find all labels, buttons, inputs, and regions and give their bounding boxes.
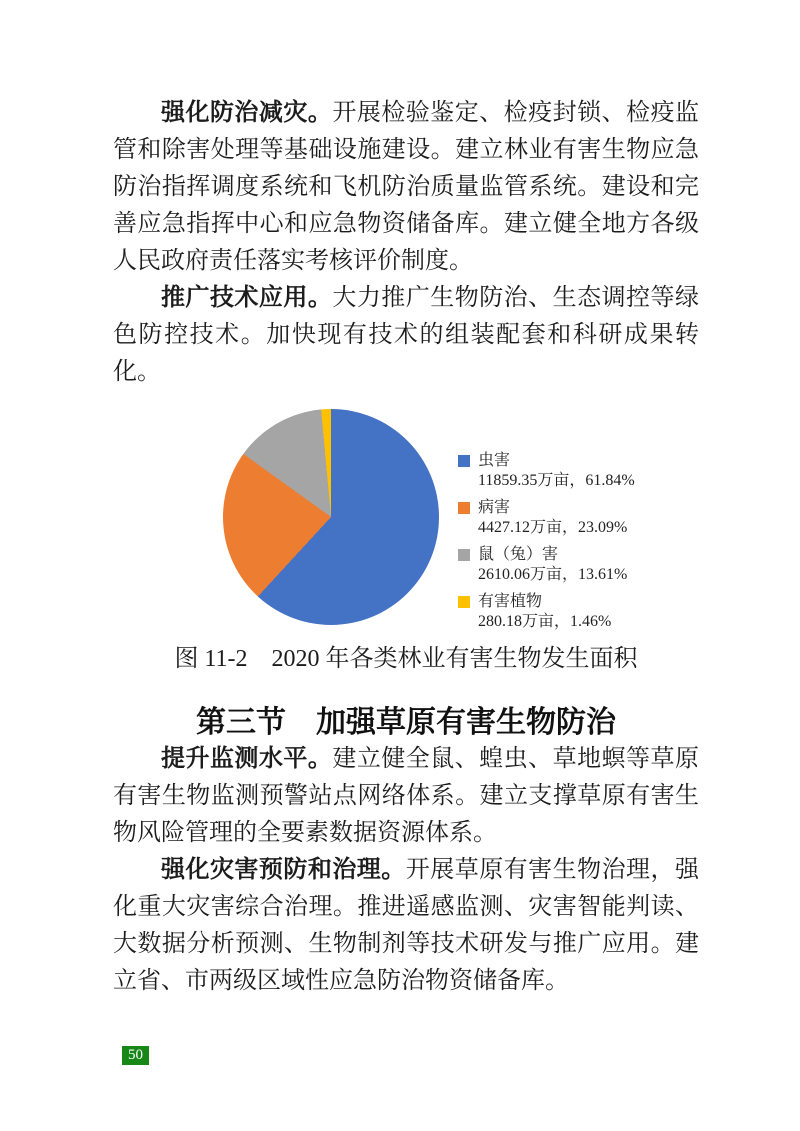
legend-text [478, 498, 627, 538]
paragraph [113, 852, 699, 1000]
paragraph-text: 开展检验鉴定、检疫封锁、检疫监管和除害处理等基础设施建设。建立林业有害生物应急防治指挥调度系统和飞机防治质量监管系统。建设和完善应急指挥中心和应急物资储备库。建立健全地方各级人民政府责任落实考核评价制度。 [113, 100, 700, 274]
legend-label: 病害 [478, 499, 511, 516]
paragraph-lead: 强化防治减灾。 [161, 100, 333, 126]
section-heading: 第三节 加强草原有害生物防治 [196, 706, 616, 739]
legend-label: 虫害 [478, 452, 511, 469]
paragraph-text: 大力推广生物防治、生态调控等绿色防控技术。加快现有技术的组装配套和科研成果转化。 [113, 285, 700, 385]
legend-label: 有害植物 [478, 593, 543, 610]
paragraph [113, 280, 699, 391]
legend-swatch-disease [458, 502, 470, 514]
legend-value: 11859.35万亩，61.84% [478, 472, 635, 489]
legend-value: 4427.12万亩，23.09% [478, 519, 628, 536]
figure-caption: 图 11-2 2020 年各类林业有害生物发生面积 [174, 646, 638, 672]
legend-entry [458, 592, 635, 632]
legend-swatch-harmful-plants [458, 596, 470, 608]
page-number-badge: 50 [122, 1046, 149, 1065]
legend-entry [458, 451, 635, 491]
paragraph-text: 建立健全鼠、蝗虫、草地螟等草原有害生物监测预警站点网络体系。建立支撑草原有害生物风险管理的全要素数据资源体系。 [113, 746, 700, 846]
paragraph [113, 95, 699, 280]
legend-label: 鼠（兔）害 [478, 546, 559, 563]
legend-value: 280.18万亩，1.46% [478, 613, 612, 630]
legend-swatch-insects [458, 455, 470, 467]
legend-text [478, 592, 611, 632]
chart-legend [458, 451, 635, 639]
paragraph-lead: 提升监测水平。 [161, 746, 333, 772]
pie-chart [223, 409, 439, 625]
paragraph-text: 开展草原有害生物治理，强化重大灾害综合治理。推进遥感监测、灾害智能判读、大数据分析预测、生物制剂等技术研发与推广应用。建立省、市两级区域性应急防治物资储备库。 [113, 857, 700, 994]
page-content [113, 95, 699, 1000]
legend-value: 2610.06万亩，13.61% [478, 566, 628, 583]
paragraph-lead: 强化灾害预防和治理。 [161, 857, 406, 883]
legend-entry [458, 498, 635, 538]
paragraph-lead: 推广技术应用。 [161, 285, 333, 311]
legend-text [478, 545, 627, 585]
legend-text [478, 451, 635, 491]
legend-swatch-rodents [458, 549, 470, 561]
legend-entry [458, 545, 635, 585]
pie-chart-figure [113, 405, 699, 637]
paragraph [113, 741, 699, 852]
